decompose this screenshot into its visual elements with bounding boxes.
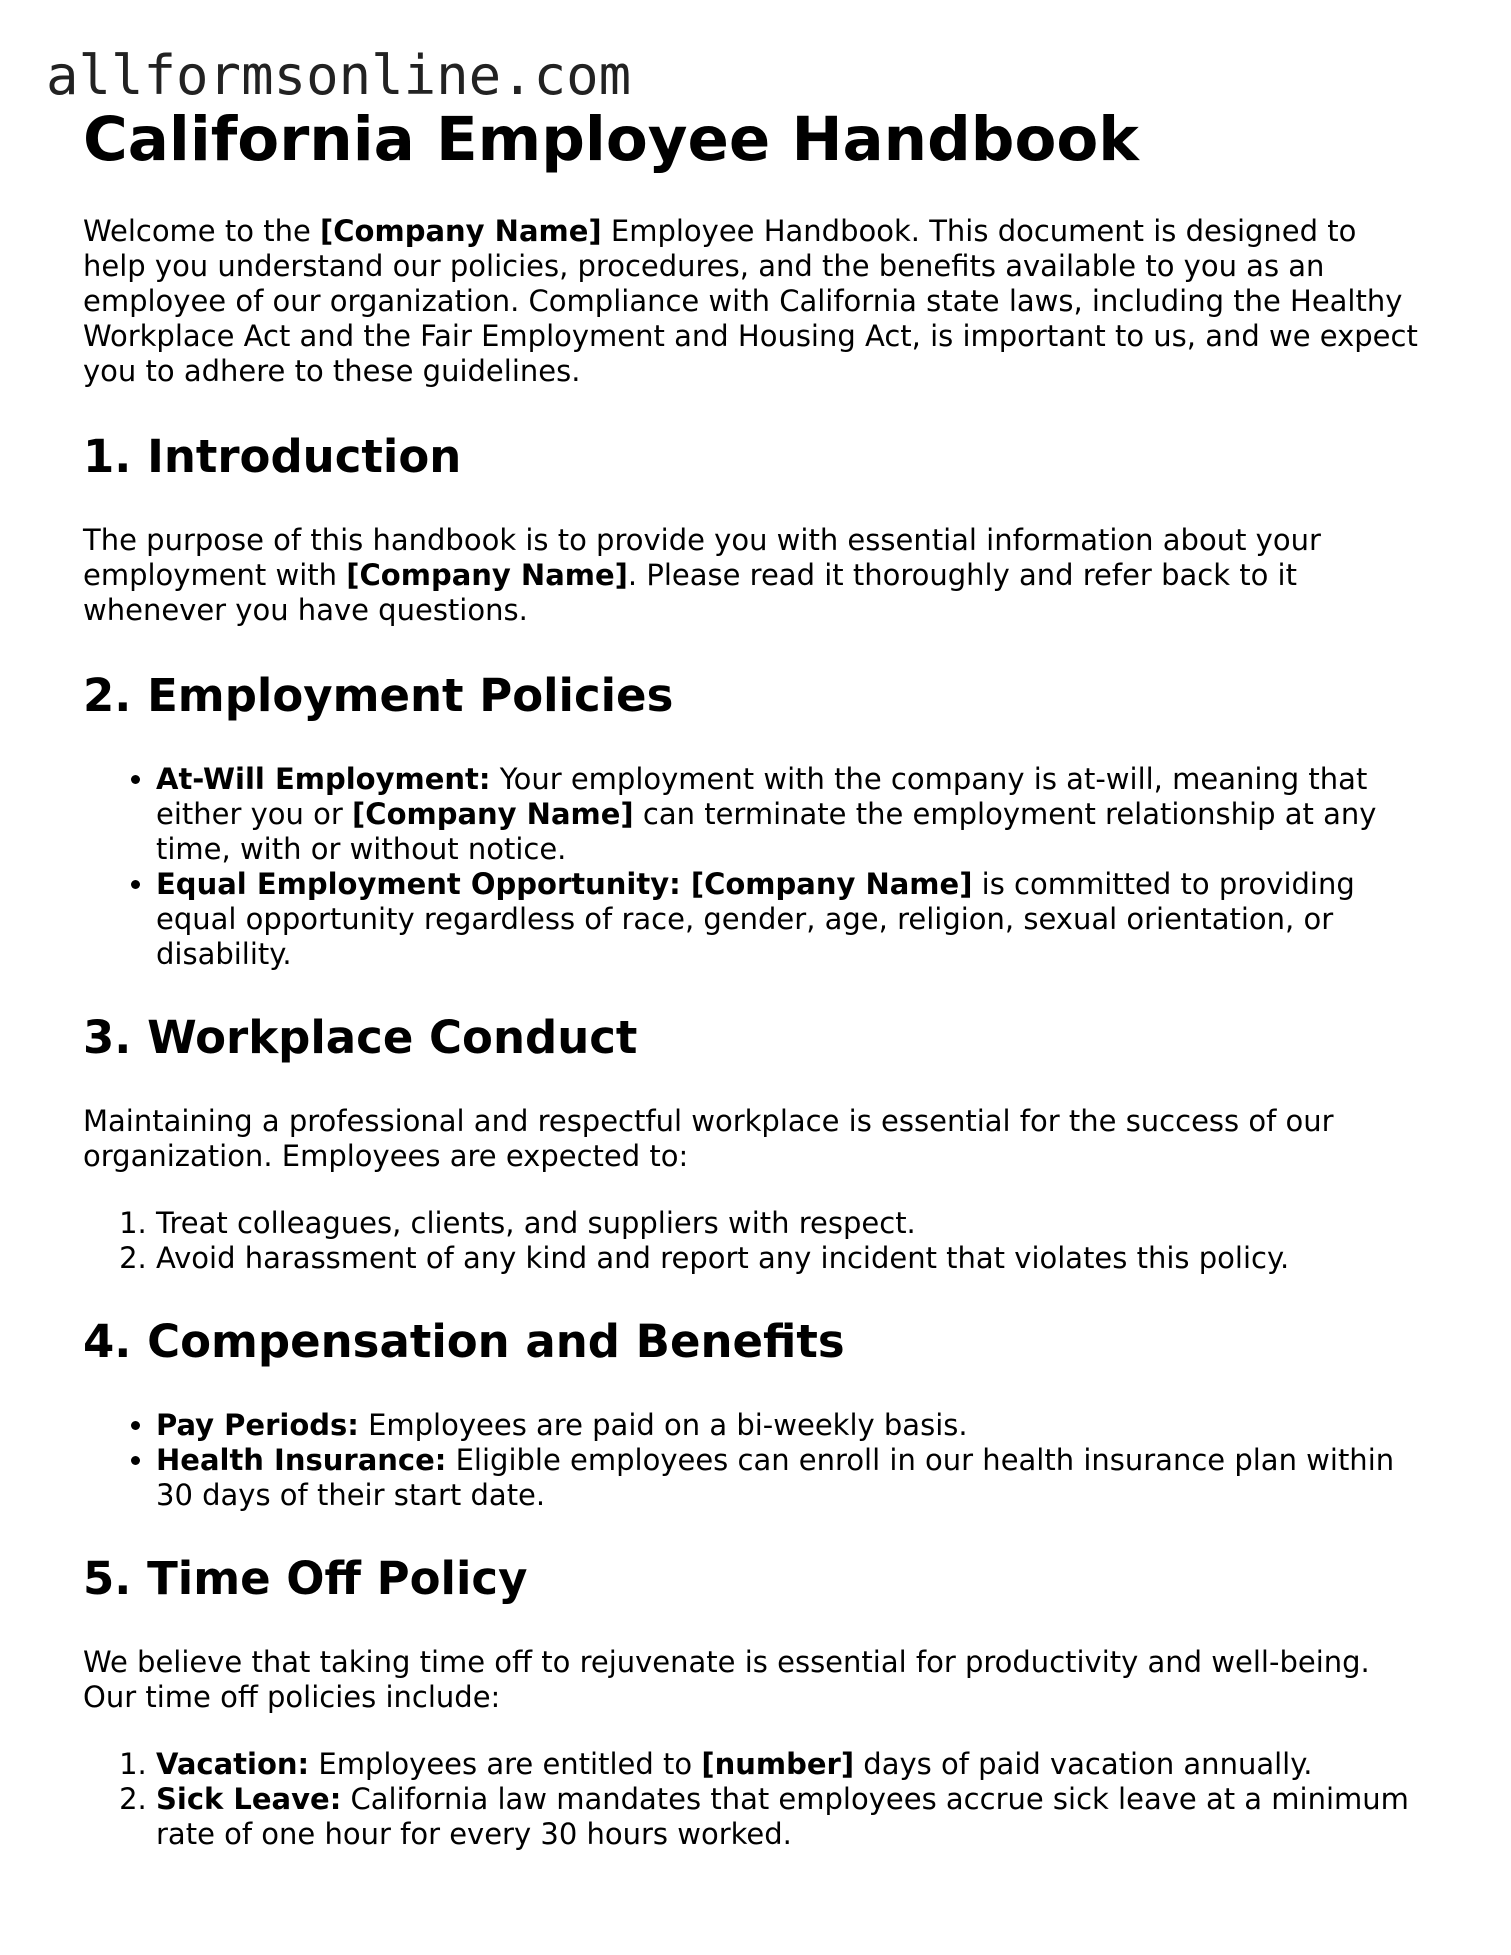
list-item [156,867,1428,972]
item-text: is committed to providing equal opportunity regardless of race, gender, age, religion, sexual orientation, or disability. [156,867,1355,971]
document-title: California Employee Handbook [83,104,1139,175]
list-item: 2. Avoid harassment of any kind and report any incident that violates this policy. [156,1241,1428,1276]
intro-text-after: Employee Handbook. This document is designed to help you understand our policies, procedures, and the benefits available to you as an employee of our organization. Compliance with California state laws, including the Healthy Workplace Act and the Fair Employment and Housing Act, is important to us, and we expect you to adhere to these guidelines. [83,214,1418,388]
item-text: Your employment with the company is at-will, meaning that either you or [156,762,1368,831]
company-name-placeholder: [Company Name] [352,797,634,831]
intro-paragraph [83,214,1428,389]
company-name-placeholder: [Company Name] [680,867,973,901]
item-label: Equal Employment Opportunity: [156,867,681,901]
list-item [156,1443,1428,1513]
workplace-conduct-list [83,1206,1428,1276]
document-page [83,100,1428,1890]
section-heading-compensation: 4. Compensation and Benefits [83,1315,845,1368]
company-name-placeholder: [Company Name] [320,214,602,248]
section-heading-workplace-conduct: 3. Workplace Conduct [83,1011,638,1064]
item-text: days of paid vacation annually. [854,1747,1313,1781]
watermark: allformsonline.com [46,44,632,107]
introduction-text-after: . Please read it thoroughly and refer back to it whenever you have questions. [83,558,1297,627]
introduction-paragraph [83,523,1428,628]
item-text: Employees are paid on a bi-weekly basis. [358,1408,968,1442]
compensation-list [83,1408,1428,1513]
workplace-conduct-paragraph: Maintaining a professional and respectful workplace is essential for the success of our organization. Employees are expected to: [83,1104,1334,1173]
introduction-text-before: The purpose of this handbook is to provide you with essential information about your employment with [83,523,1321,592]
item-label: At-Will Employment: [156,762,491,796]
employment-policies-list [83,762,1428,972]
item-text: Employees are entitled to [309,1747,702,1781]
list-item: 1. Treat colleagues, clients, and suppliers with respect. [156,1206,1428,1241]
item-label: Sick Leave: [156,1782,342,1816]
intro-text-before: Welcome to the [83,214,321,248]
list-item [156,762,1428,867]
item-text: can terminate the employment relationship at any time, with or without notice. [156,797,1377,866]
list-item [156,1782,1428,1852]
section-heading-time-off: 5. Time Off Policy [83,1552,528,1605]
number-placeholder: [number] [701,1747,855,1781]
item-label: Vacation: [156,1747,310,1781]
section-heading-employment-policies: 2. Employment Policies [83,669,674,722]
item-label: Health Insurance: [156,1443,447,1477]
time-off-paragraph: We believe that taking time off to rejuvenate is essential for productivity and well-being. Our time off policies include: [83,1645,1370,1714]
item-label: Pay Periods: [156,1408,359,1442]
list-item [156,1747,1428,1782]
section-heading-introduction: 1. Introduction [83,430,462,483]
item-text: Eligible employees can enroll in our health insurance plan within 30 days of their start date. [156,1443,1395,1512]
company-name-placeholder: [Company Name] [346,558,628,592]
time-off-list [83,1747,1428,1852]
item-text: California law mandates that employees accrue sick leave at a minimum rate of one hour for every 30 hours worked. [156,1782,1409,1851]
list-item [156,1408,1428,1443]
